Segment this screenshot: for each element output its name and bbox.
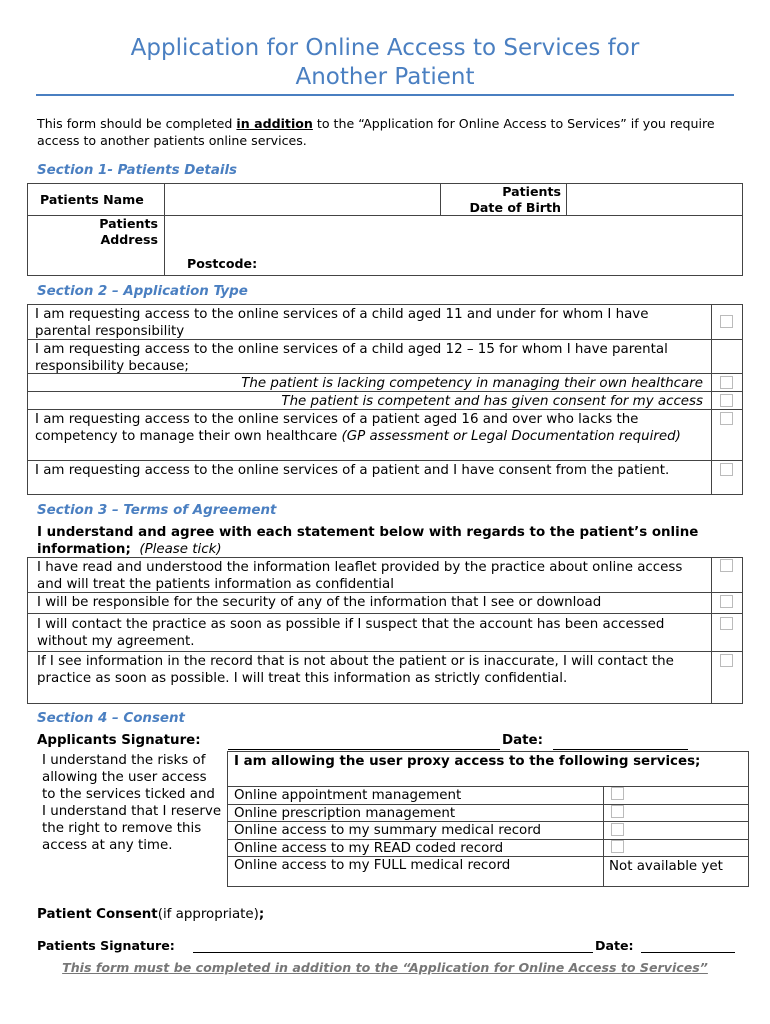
section4-heading: Section 4 – Consent [37, 711, 185, 726]
patient-signature-label: Patients Signature: [37, 938, 175, 953]
patients-name-field[interactable] [166, 185, 438, 214]
application-type-row-2b: The patient is competent and has given consent for my access [281, 394, 703, 409]
application-type-row-3: I am requesting access to the online services of a patient aged 16 and over who lacks the competency to manage their own healthcare (GP assessment or Legal Documentation required) [35, 412, 681, 444]
service-4: Online access to my READ coded record [234, 841, 504, 856]
terms-item-2: I will be responsible for the security of any of the information that I see or download [37, 595, 602, 610]
terms-checkbox-3[interactable] [720, 617, 733, 630]
application-type-checkbox-3[interactable] [720, 412, 733, 425]
application-type-checkbox-1[interactable] [720, 315, 733, 328]
service-3: Online access to my summary medical record [234, 823, 542, 838]
application-type-row-2a: The patient is lacking competency in managing their own healthcare [241, 376, 703, 391]
application-type-checkbox-2b[interactable] [720, 394, 733, 407]
section1-heading: Section 1- Patients Details [37, 163, 238, 178]
terms-item-1: I have read and understood the information leaflet provided by the practice about online access and will treat the patients information as confidential [37, 560, 683, 592]
applicant-date-label: Date: [502, 733, 543, 748]
title-line-1: Application for Online Access to Services for [130, 35, 640, 61]
section3-heading: Section 3 – Terms of Agreement [37, 503, 277, 518]
terms-item-3: I will contact the practice as soon as possible if I suspect that the account has been accessed without my agreement. [37, 617, 665, 649]
service-checkbox-2[interactable] [611, 805, 624, 818]
terms-item-4: If I see information in the record that is not about the patient or is inaccurate, I will contact the practice as soon as possible. I will treat this information as strictly confidential. [37, 654, 674, 686]
proxy-heading: I am allowing the user proxy access to the following services; [234, 754, 701, 769]
intro-text: This form should be completed in addition to the “Application for Online Access to Services” if you require access to another patients online services. [37, 116, 715, 148]
application-type-row-2: I am requesting access to the online services of a child aged 12 – 15 for whom I have parental responsibility because; [35, 342, 668, 374]
postcode-field[interactable] [270, 254, 740, 274]
page-title [0, 34, 770, 92]
dob-field[interactable] [568, 185, 740, 214]
intro-emphasis: in addition [236, 116, 313, 131]
address-label: Patients Address [99, 216, 158, 247]
applicant-signature-field[interactable] [228, 733, 500, 750]
patients-name-label: Patients Name [40, 192, 144, 207]
service-2: Online prescription management [234, 806, 456, 821]
title-divider [36, 94, 734, 96]
postcode-label: Postcode: [187, 256, 258, 271]
service-1: Online appointment management [234, 788, 462, 803]
patient-date-label: Date: [595, 938, 634, 953]
title-line-2: Another Patient [295, 64, 475, 90]
application-type-checkbox-2a[interactable] [720, 376, 733, 389]
patient-date-field[interactable] [641, 938, 735, 953]
terms-checkbox-4[interactable] [720, 654, 733, 667]
terms-intro: I understand and agree with each statement below with regards to the patient’s online information; (Please tick) [37, 525, 699, 557]
footer-note: This form must be completed in addition to the “Application for Online Access to Services” [62, 960, 708, 975]
application-type-row-1: I am requesting access to the online services of a child aged 11 and under for whom I have parental responsibility [35, 307, 649, 339]
applicant-signature-label: Applicants Signature: [37, 733, 201, 748]
service-checkbox-4[interactable] [611, 840, 624, 853]
service-5: Online access to my FULL medical record [234, 858, 511, 873]
not-available-label: Not available yet [609, 859, 723, 874]
patient-signature-field[interactable] [193, 938, 593, 953]
section2-heading: Section 2 – Application Type [37, 284, 248, 299]
service-checkbox-1[interactable] [611, 787, 624, 800]
consent-risk-text: I understand the risks of allowing the user access to the services ticked and I understand that I reserve the right to remove this access at any time. [42, 753, 222, 853]
dob-label: Patients Date of Birth [469, 184, 561, 215]
terms-checkbox-1[interactable] [720, 559, 733, 572]
application-type-row-4: I am requesting access to the online services of a patient and I have consent from the patient. [35, 463, 670, 478]
application-type-checkbox-4[interactable] [720, 463, 733, 476]
address-field[interactable] [166, 217, 740, 252]
patient-consent: Patient Consent(if appropriate); [37, 907, 265, 922]
applicant-date-field[interactable] [553, 733, 688, 750]
terms-checkbox-2[interactable] [720, 595, 733, 608]
service-checkbox-3[interactable] [611, 823, 624, 836]
